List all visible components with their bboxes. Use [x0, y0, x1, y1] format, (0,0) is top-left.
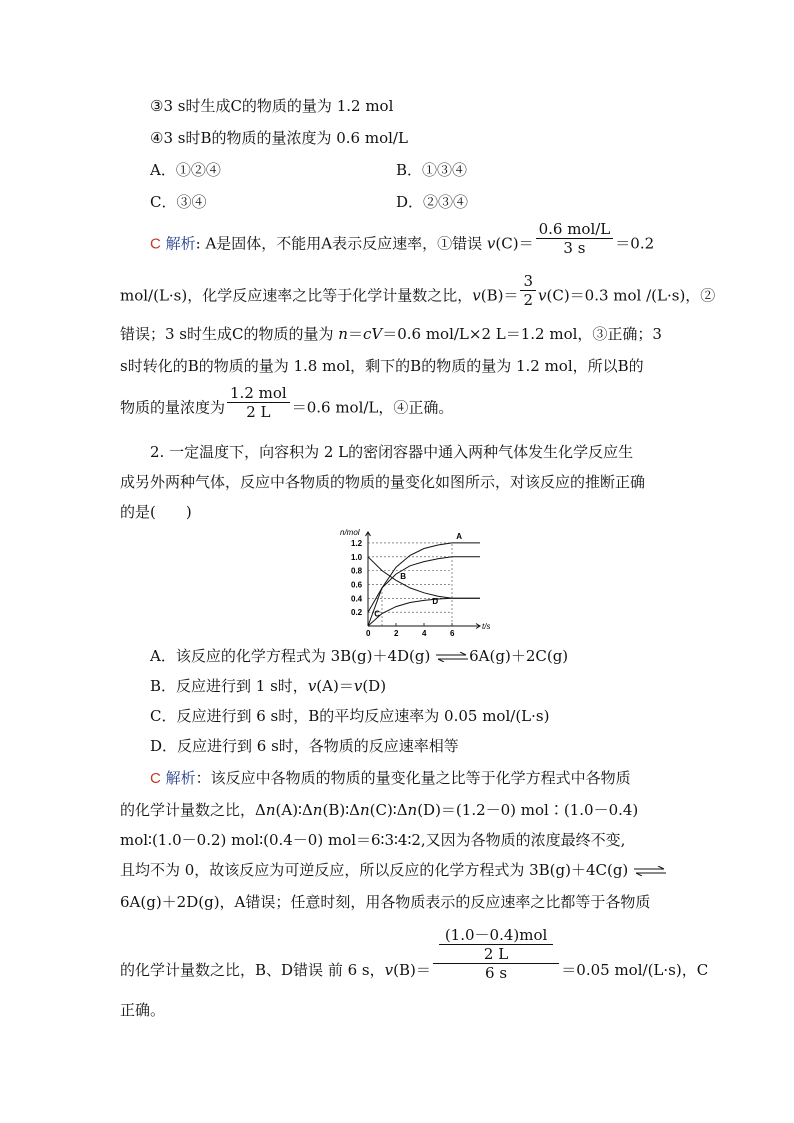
series-label-c: C — [374, 609, 381, 619]
y-tick-label: 0.6 — [351, 580, 363, 590]
q2-answer: C — [150, 770, 161, 787]
y-tick-label: 1.2 — [351, 538, 363, 548]
q2-stem-line-1: 2. 一定温度下，向容积为 2 L的密闭容器中通入两种气体发生化学反应生 — [150, 443, 634, 461]
x-tick-label: 4 — [422, 629, 427, 638]
symbol: v — [353, 677, 363, 695]
text: 错误；3 s时生成C的物质的量为 — [120, 325, 339, 343]
series-label-a: A — [456, 531, 462, 541]
q2-analysis-line-7: 正确。 — [120, 1001, 166, 1019]
q2-option-b — [150, 676, 386, 696]
text: mol/(L·s)，化学反应速率之比等于化学计量数之比， — [120, 286, 473, 305]
fraction — [227, 384, 290, 421]
q2-option-a — [150, 646, 568, 666]
q2-analysis-line-4 — [120, 860, 667, 880]
text: (B)＝ — [480, 286, 519, 305]
series-label-b: B — [400, 571, 406, 581]
q2-stem-line-2: 成另外两种气体，反应中各物质的物质的量变化如图所示，对该反应的推断正确 — [120, 473, 646, 491]
symbol: n — [407, 801, 418, 819]
text: ＝0.2 — [615, 234, 655, 253]
q1-analysis-line-2 — [120, 272, 716, 309]
text: (A)∶Δ — [275, 801, 313, 819]
symbol: v — [486, 234, 496, 253]
q2-stem-line-3: 的是( ) — [120, 503, 192, 521]
denominator: 2 L — [246, 403, 271, 421]
numerator: 3 — [520, 272, 536, 291]
x-tick-label: 6 — [450, 629, 455, 638]
y-axis-label: n/mol — [340, 528, 360, 537]
q2-analysis-line-1 — [150, 768, 631, 789]
denominator: 3 s — [563, 239, 586, 257]
text: (A)＝ — [316, 677, 354, 695]
x-tick-label: 2 — [394, 629, 399, 638]
text: (C)＝0.3 mol /(L·s)，② — [546, 286, 716, 305]
q1-item-4: ④3 s时B的物质的量浓度为 0.6 mol/L — [150, 129, 408, 147]
equilibrium-arrow-icon — [633, 866, 667, 876]
text: 物质的量浓度为 — [120, 398, 226, 417]
symbol: V — [371, 325, 383, 343]
symbol: n — [265, 801, 276, 819]
fraction — [520, 272, 536, 309]
y-tick-label: 0.4 — [351, 594, 363, 604]
denominator: 6 s — [485, 964, 508, 982]
denominator: 2 — [523, 291, 534, 309]
amount-vs-time-chart — [330, 528, 490, 638]
text: ＝ — [347, 325, 363, 343]
symbol: v — [472, 286, 481, 305]
q1-analysis-line-3 — [120, 324, 662, 344]
q1-answer: C — [150, 235, 161, 253]
symbol: c — [362, 325, 372, 343]
denominator: 2 L — [483, 945, 509, 963]
text: 的化学计量数之比，Δ — [120, 801, 266, 819]
numerator: 1.2 mol — [227, 384, 290, 403]
q1-option-b: B．①③④ — [396, 161, 468, 179]
q2-analysis-line-2 — [120, 800, 638, 820]
q1-option-d: D．②③④ — [396, 193, 469, 211]
x-tick-label: 0 — [366, 629, 371, 638]
q1-item-3: ③3 s时生成C的物质的量为 1.2 mol — [150, 97, 394, 115]
text: 的化学计量数之比，B、D错误 前 6 s， — [120, 961, 385, 979]
symbol: v — [307, 677, 317, 695]
q2-analysis-line-3: mol∶(1.0－0.2) mol∶(0.4－0) mol＝6∶3∶4∶2,又因为各物质的浓度最终不变, — [120, 831, 626, 849]
q2-option-d: D．反应进行到 6 s时，各物质的反应速率相等 — [150, 737, 459, 755]
q1-analysis-line-4: s时转化的B的物质的量为 1.8 mol，剩下的B的物质的量为 1.2 mol，所以B的 — [120, 357, 644, 375]
q1-option-c: C．③④ — [150, 193, 207, 211]
symbol: v — [538, 286, 547, 305]
q2-analysis-line-5: 6A(g)＋2D(g)，A错误；任意时刻，用各物质表示的反应速率之比都等于各物质 — [120, 893, 651, 911]
series-label-d: D — [432, 596, 439, 606]
series-line-b — [368, 557, 480, 599]
y-tick-label: 1.0 — [351, 552, 363, 562]
q2-analysis-line-6 — [120, 926, 709, 982]
y-tick-label: 0.2 — [351, 608, 363, 618]
text: (B)∶Δ — [322, 801, 360, 819]
y-tick-label: 0.8 — [351, 566, 363, 576]
text: ＝0.6 mol/L×2 L＝1.2 mol，③正确；3 — [382, 325, 662, 343]
text: ＝0.6 mol/L，④正确。 — [291, 398, 454, 417]
text: 且均不为 0，故该反应为可逆反应，所以反应的化学方程式为 3B(g)＋4C(g) — [120, 861, 629, 879]
text: (B)＝ — [393, 961, 431, 979]
text: (D)＝(1.2－0) mol∶(1.0－0.4) — [417, 801, 639, 819]
text: ：该反应中各物质的物质的量变化量之比等于化学方程式中各物质 — [195, 769, 631, 787]
text: : A是固体，不能用A表示反应速率，①错误 — [195, 234, 487, 253]
q1-analysis-label: 解析 — [165, 234, 196, 253]
numerator: (1.0－0.4)mol — [439, 926, 553, 945]
q1-analysis-line-5 — [120, 384, 454, 421]
symbol: n — [338, 325, 348, 343]
symbol: v — [384, 961, 394, 979]
text: (C)∶Δ — [369, 801, 408, 819]
text: (D) — [362, 677, 387, 695]
compound-fraction — [433, 926, 559, 982]
symbol: n — [312, 801, 323, 819]
q1-analysis-line-1 — [150, 220, 655, 257]
fraction — [536, 220, 614, 257]
q2-option-c: C．反应进行到 6 s时，B的平均反应速率为 0.05 mol/(L·s) — [150, 707, 550, 725]
numerator — [433, 926, 559, 964]
text: A．该反应的化学方程式为 3B(g)＋4D(g) — [150, 647, 431, 665]
symbol: n — [359, 801, 370, 819]
q2-analysis-label: 解析 — [165, 769, 196, 787]
q1-option-a: A．①②④ — [150, 161, 221, 179]
text: ＝0.05 mol/(L·s)，C — [561, 961, 709, 979]
inner-fraction — [439, 926, 553, 963]
text: (C)＝ — [495, 234, 534, 253]
numerator: 0.6 mol/L — [536, 220, 614, 239]
text: B．反应进行到 1 s时， — [150, 677, 308, 695]
text: 6A(g)＋2C(g) — [469, 647, 569, 665]
x-axis-label: t/s — [482, 622, 490, 631]
equilibrium-arrow-icon — [435, 652, 469, 662]
